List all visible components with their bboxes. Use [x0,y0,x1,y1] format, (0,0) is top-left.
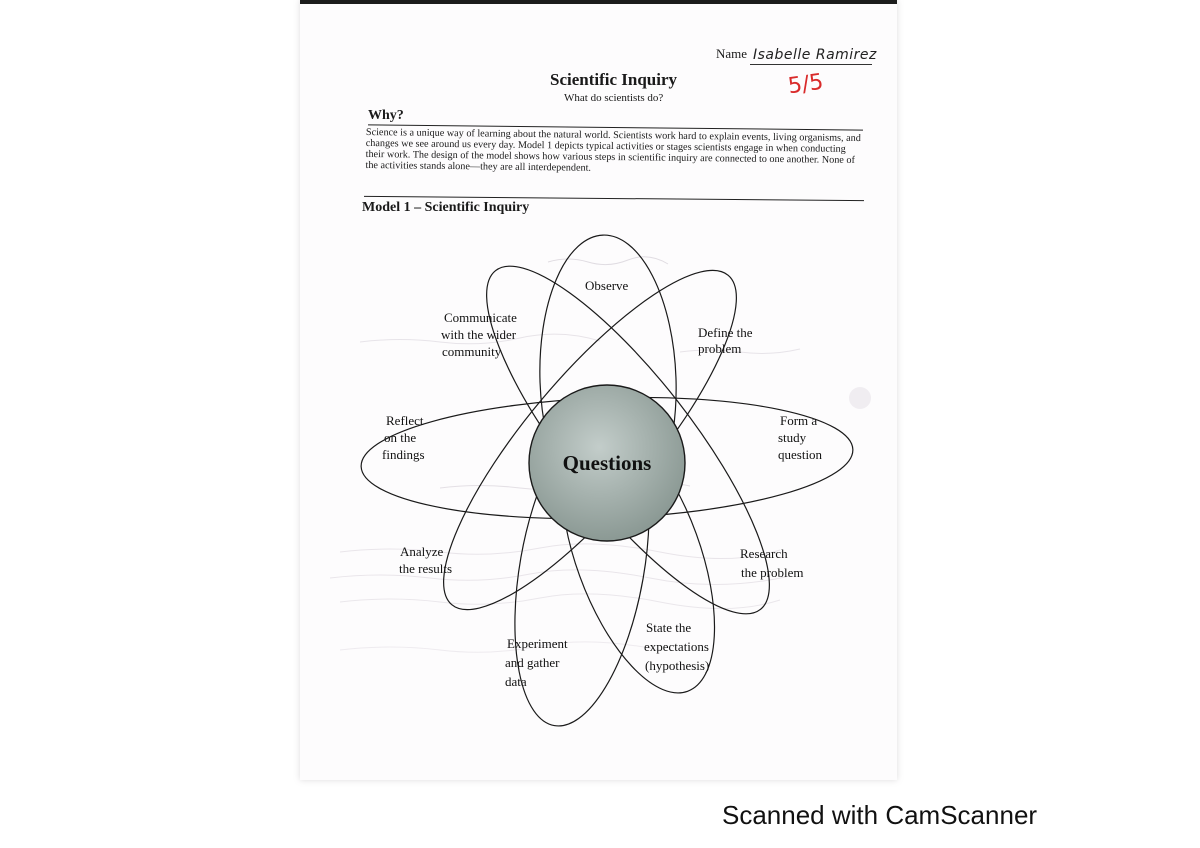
intro-paragraph: Science is a unique way of learning about the natural world. Scientists work hard to explain events, living organisms, and changes we see around us every day. Model 1 depicts typical activities or stages scientists engage in when conducting their work. The design of the model shows how various steps in scientific inquiry are connected to one another. None of the activities stands alone—they are all interdependent. [365,127,861,174]
label-observe: Observe [585,278,629,293]
center-label: Questions [562,451,652,475]
worksheet-subtitle: What do scientists do? [564,92,664,104]
inquiry-flower-diagram [300,0,897,780]
label-research: Research the problem [740,546,804,580]
student-name: Isabelle Ramirez [753,47,877,63]
grade-mark: 5/5 [786,69,825,100]
scan-edge-strip [300,0,897,4]
label-communicate: Communicate with the wider community [441,310,517,359]
label-reflect: Reflect on the findings [382,413,425,462]
label-form: Form a study question [778,413,823,462]
worksheet-page [300,0,897,780]
why-heading: Why? [368,108,404,123]
worksheet-title: Scientific Inquiry [550,70,678,89]
label-state: State the expectations (hypothesis) [644,620,710,673]
model-title: Model 1 – Scientific Inquiry [362,200,530,215]
label-analyze: Analyze the results [399,544,453,576]
label-define: Define the problem [698,325,753,356]
name-label: Name [716,46,748,61]
camscanner-watermark: Scanned with CamScanner [722,800,1038,830]
label-experiment: Experiment and gather data [505,636,568,689]
